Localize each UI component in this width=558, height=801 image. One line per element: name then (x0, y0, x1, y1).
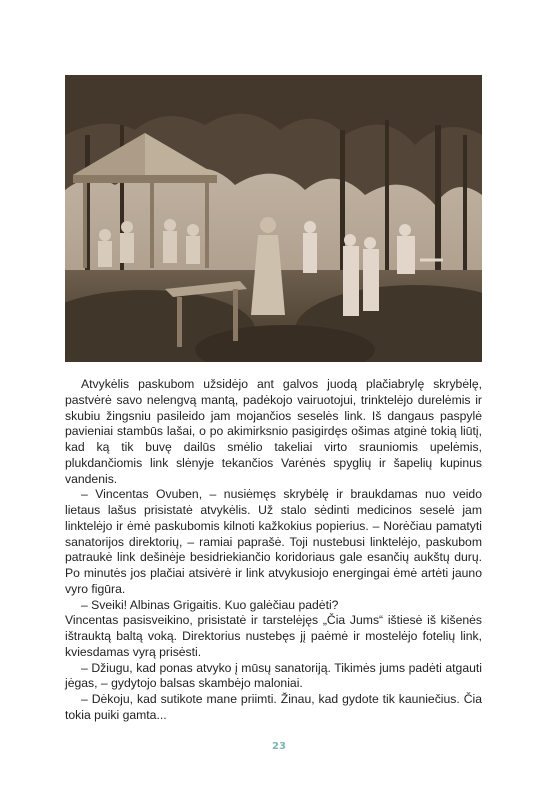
sepia-photo-gazebo-nurses-icon (65, 75, 482, 362)
paragraph: – Džiugu, kad ponas atvyko į mūsų sanatoriją. Tikimės jums padėti atgauti jėgas, – gydytojo balsas skambėjo maloniai. (65, 660, 482, 691)
story-text (65, 377, 482, 724)
sanatorium-photo (65, 75, 482, 362)
paragraph: Vincentas pasisveikino, prisistatė ir tarstelėjęs „Čia Jums“ ištiesė iš kišenės ištrauktą baltą voką. Direktorius nustebęs jį paėmė ir mostelėjo fotelių link, kviesdamas vyrą prisėsti. (65, 613, 482, 659)
page-number: 23 (272, 741, 286, 752)
paragraph: – Dėkoju, kad sutikote mane priimti. Žinau, kad gydote tik kauniečius. Čia tokia puiki gamta... (65, 692, 482, 722)
paragraph: Atvykėlis paskubom užsidėjo ant galvos juodą plačiabrylę skrybėlę, pastvėrė savo nelengvą mantą, padėkojo vairuotojui, trinktelėjo durelėmis ir skubiu žingsniu pasileido jam mojančios seselės link. Iš dangaus paspylė pavieniai stambūs lašai, o po akimirksnio pasigirdęs ošimas atginė tokią liūtį, kad ką tik buvę dailūs smėlio takeliai virto srauniomis upelėmis, plukdančiomis link slėnyje tekančios Varėnės spyglių ir šapelių kupinus vandenis. (65, 377, 482, 486)
paragraph: – Sveiki! Albinas Grigaitis. Kuo galėčiau padėti? (81, 597, 339, 612)
paragraph: – Vincentas Ovuben, – nusiėmęs skrybėlę ir braukdamas nuo veido lietaus lašus prisistatė atvykėlis. Už stalo sėdinti medicinos seselė jam linktelėjo ir ėmė paskubomis kilnoti kažkokius popierius. – Norėčiau pamatyti sanatorijos direktorių, – ramiai paprašė. Toji nustebusi linktelėjo, paskubom patraukė link dešinėje besidriekiančio koridoriaus gale esančių aukštų durų. Po minutės jos plačiai atsivėrė ir link atvykusiojo energingai ėmė artėti jauno vyro figūra. (65, 487, 482, 596)
